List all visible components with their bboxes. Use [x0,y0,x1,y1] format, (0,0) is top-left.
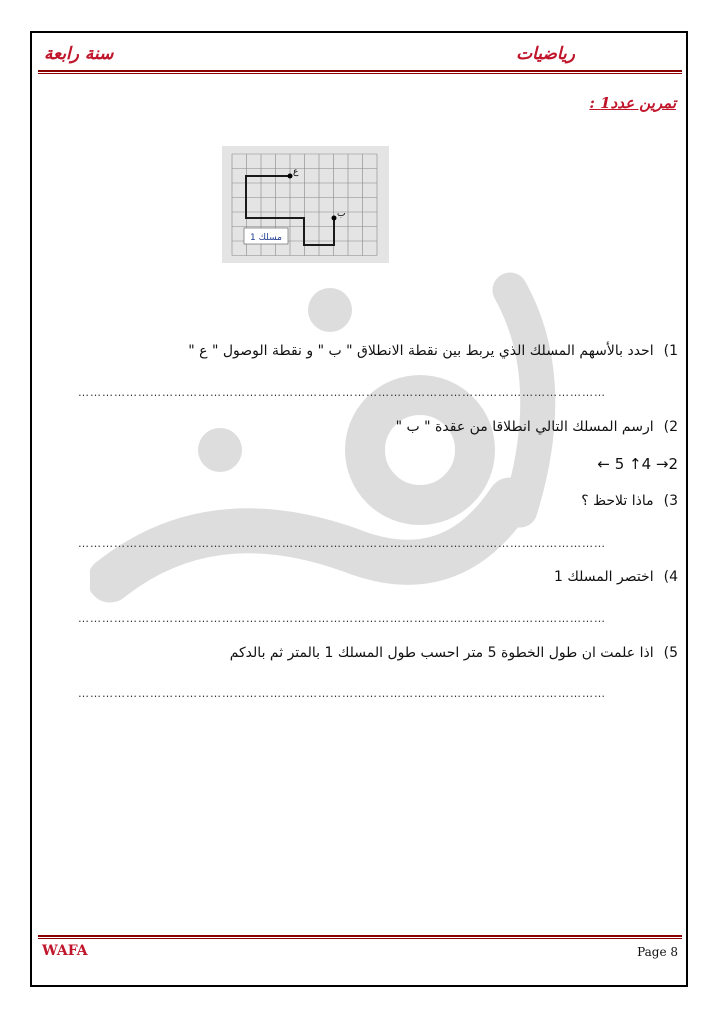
path-grid-figure [222,146,389,263]
answer-line-3[interactable]: …………………………………………………………………………………………………………………… [78,537,606,550]
question-number: 5) [663,645,678,661]
header-rule [38,70,682,74]
end-node [288,174,293,179]
header-subject: رياضيات [516,44,575,64]
question-5 [230,645,678,661]
answer-line-5[interactable]: …………………………………………………………………………………………………………………… [78,687,606,700]
figure-caption: مسلك 1 [249,233,283,243]
question-3 [581,493,678,509]
question-text: احدد بالأسهم المسلك الذي يربط بين نقطة الانطلاق " ب " و نقطة الوصول " ع " [188,343,654,359]
question-2 [396,419,678,435]
end-label: ع [293,167,299,177]
question-4 [554,569,678,585]
question-number: 4) [663,569,678,585]
start-label: ب [337,209,346,219]
answer-line-1[interactable]: …………………………………………………………………………………………………………………… [78,386,606,399]
question-text: اختصر المسلك 1 [553,569,654,585]
answer-line-4[interactable]: …………………………………………………………………………………………………………………… [78,612,606,625]
question-text: ماذا تلاحظ ؟ [581,493,654,509]
page-number: Page 8 [637,945,678,959]
question-number: 2) [663,419,678,435]
question-1 [188,343,678,359]
question-number: 1) [663,343,678,359]
question-number: 3) [663,493,678,509]
footer-rule [38,935,682,939]
grid-svg [222,146,389,263]
watermark-logo [90,250,610,670]
start-node [332,216,337,221]
header-grade: سنة رابعة [44,44,114,64]
path-code: ← 5 ↑4 →2 [597,455,678,473]
question-text: ارسم المسلك التالي انطلاقا من عقدة " ب " [395,419,654,435]
question-text: اذا علمت ان طول الخطوة 5 متر احسب طول المسلك 1 بالمتر ثم بالدكم [229,645,654,661]
footer-author: WAFA [42,943,88,959]
exercise-title: تمرين عدد1 : [589,94,676,112]
